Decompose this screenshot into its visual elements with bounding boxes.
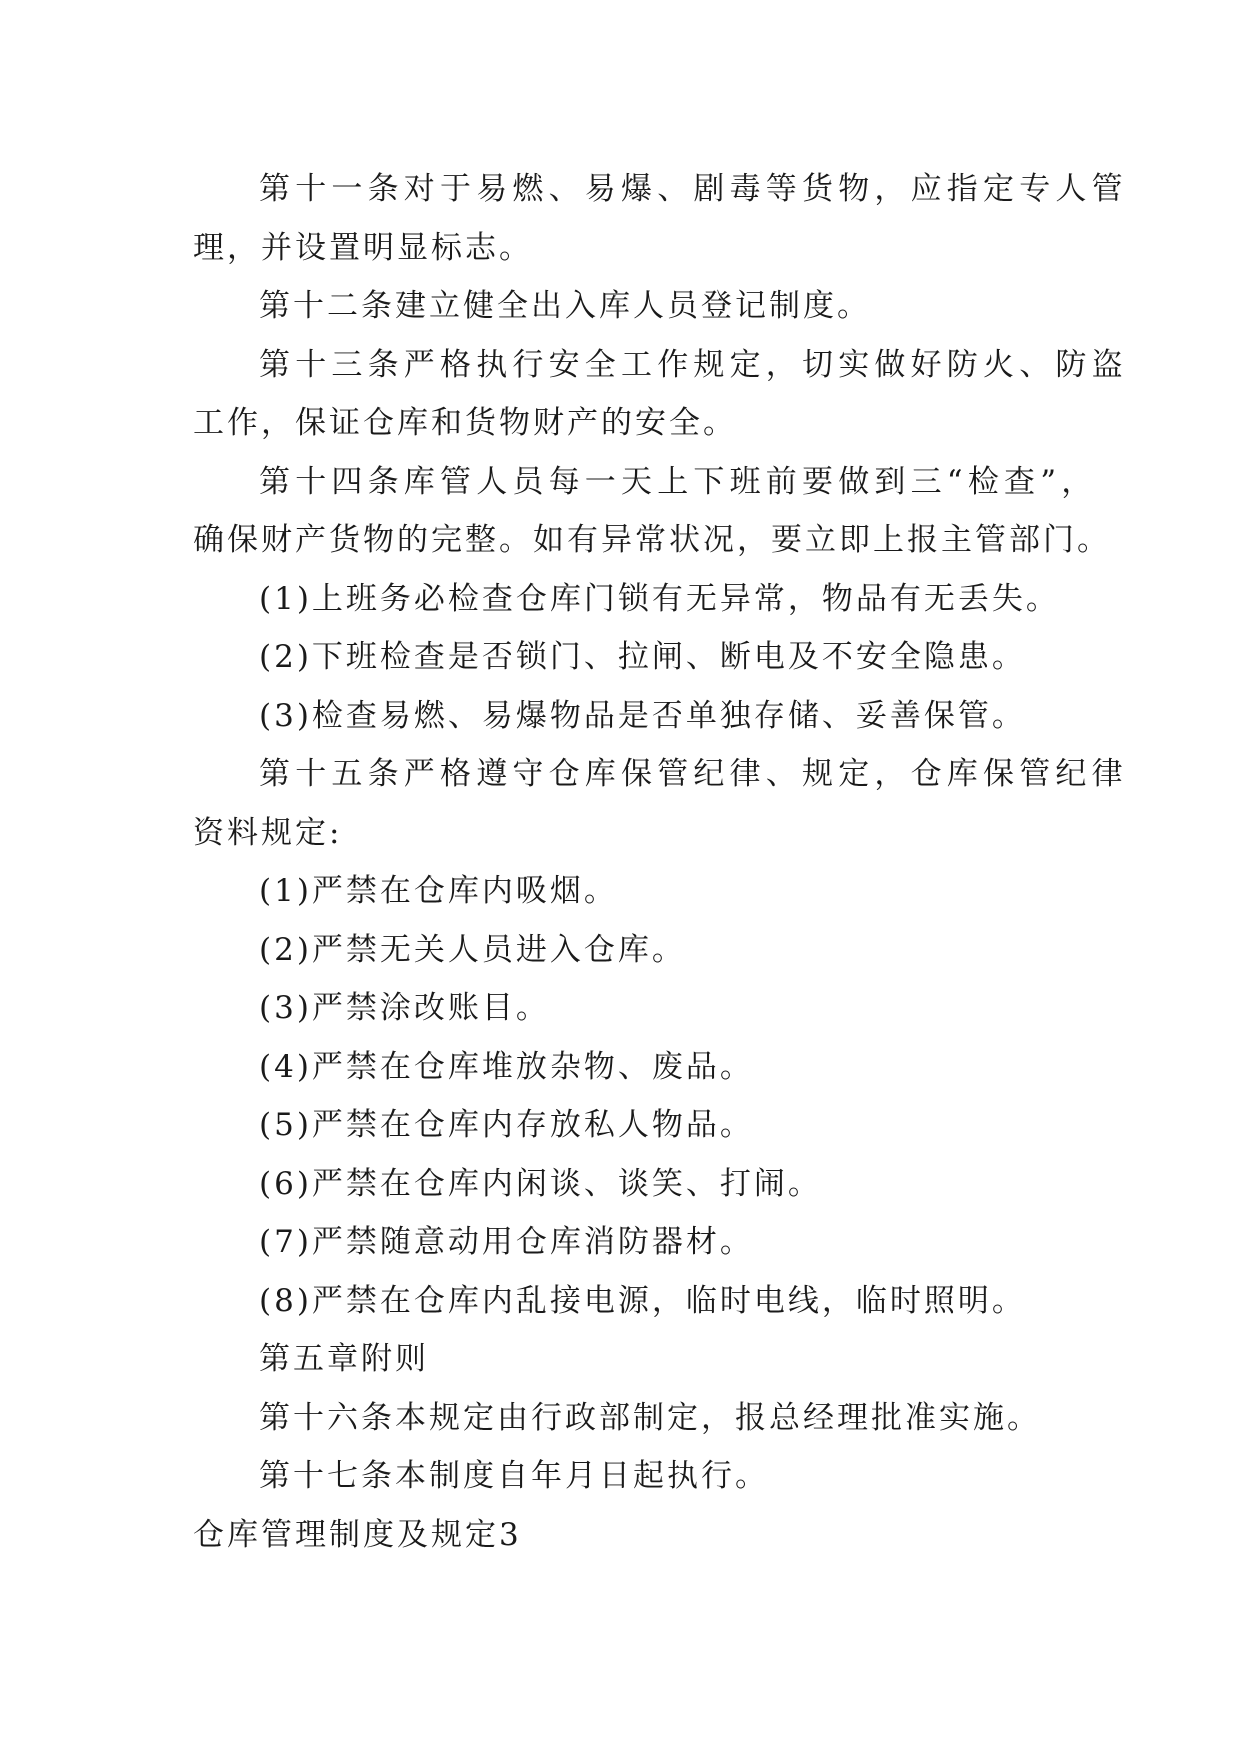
list-item: (2)严禁无关人员进入仓库。 (259, 931, 686, 968)
list-item: (5)严禁在仓库内存放私人物品。 (259, 1107, 754, 1143)
list-item: (7)严禁随意动用仓库消防器材。 (259, 1224, 754, 1260)
document-body (193, 160, 1128, 1564)
list-item: (3)检查易燃、易爆物品是否单独存储、妥善保管。 (259, 697, 1026, 734)
list-item: (4)严禁在仓库堆放杂物、废品。 (259, 1048, 754, 1085)
paragraph-line: 第十三条严格执行安全工作规定，切实做好防火、防盗 (259, 346, 1128, 383)
list-item: (3)严禁涂改账目。 (259, 990, 550, 1026)
paragraph-line: 第十四条库管人员每一天上下班前要做到三“检查”， (259, 463, 1098, 500)
list-item: (1)上班务必检查仓库门锁有无异常，物品有无丢失。 (259, 580, 1060, 617)
paragraph-line: 第十七条本制度自年月日起执行。 (259, 1458, 769, 1494)
list-item: (2)下班检查是否锁门、拉闸、断电及不安全隐患。 (259, 639, 1026, 675)
section-title: 仓库管理制度及规定3 (193, 1516, 522, 1553)
paragraph-line: 第十二条建立健全出入库人员登记制度。 (259, 288, 871, 324)
list-item: (1)严禁在仓库内吸烟。 (259, 873, 618, 909)
paragraph-line: 理，并设置明显标志。 (193, 229, 533, 266)
paragraph-line: 第十五条严格遵守仓库保管纪律、规定，仓库保管纪律 (259, 756, 1128, 792)
paragraph-line: 资料规定: (193, 814, 343, 851)
paragraph-line: 第十一条对于易燃、易爆、剧毒等货物，应指定专人管 (259, 171, 1128, 207)
chapter-heading: 第五章附则 (259, 1341, 429, 1377)
list-item: (8)严禁在仓库内乱接电源，临时电线，临时照明。 (259, 1282, 1026, 1319)
paragraph-line: 确保财产货物的完整。如有异常状况，要立即上报主管部门。 (193, 522, 1111, 558)
paragraph-line: 第十六条本规定由行政部制定，报总经理批准实施。 (259, 1399, 1041, 1436)
paragraph-line: 工作，保证仓库和货物财产的安全。 (193, 405, 737, 441)
list-item: (6)严禁在仓库内闲谈、谈笑、打闹。 (259, 1165, 822, 1202)
